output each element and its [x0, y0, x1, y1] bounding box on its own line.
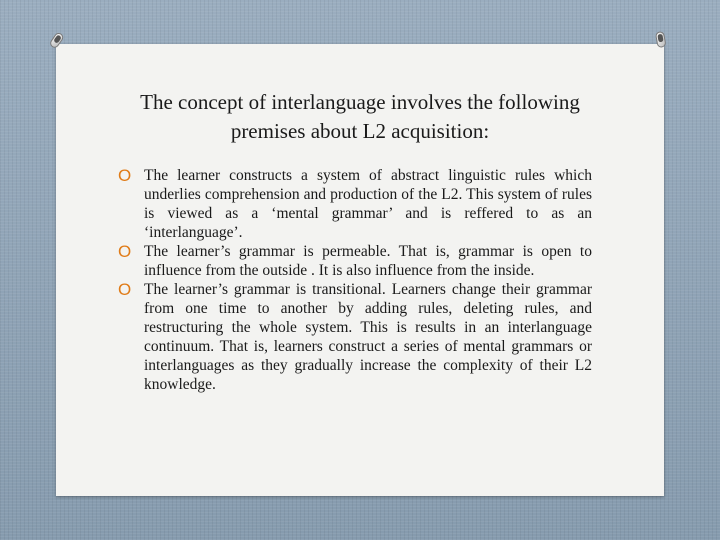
bullet-text: The learner’s grammar is transitional. Learners change their grammar from one time to another by adding rules, deleting rules, and restructuring the whole system. This is results in an interlanguage continuum. That is, learners construct a series of mental grammars or interlanguages as they gradually increase the complexity of their L2 knowledge. [144, 281, 592, 393]
bullet-marker-icon: O [118, 242, 132, 261]
bullet-item [118, 166, 592, 242]
bullet-text: The learner constructs a system of abstract linguistic rules which underlies comprehension and production of the L2. This system of rules is viewed as a ‘mental grammar’ and is reffered to as an ‘interlanguage’. [144, 167, 592, 241]
pin-icon [45, 31, 65, 51]
bullet-text: The learner’s grammar is permeable. That is, grammar is open to influence from the outside . It is also influence from the inside. [144, 243, 592, 279]
bullet-marker-icon: O [118, 166, 132, 185]
bullet-list [118, 166, 592, 394]
pin-icon [651, 31, 671, 51]
bullet-item [118, 280, 592, 394]
slide-title-line: The concept of interlanguage involves the following [140, 90, 580, 114]
slide-title [66, 88, 654, 146]
bullet-marker-icon: O [118, 280, 132, 299]
slide-title-line: premises about L2 acquisition: [230, 119, 490, 143]
bullet-item [118, 242, 592, 280]
